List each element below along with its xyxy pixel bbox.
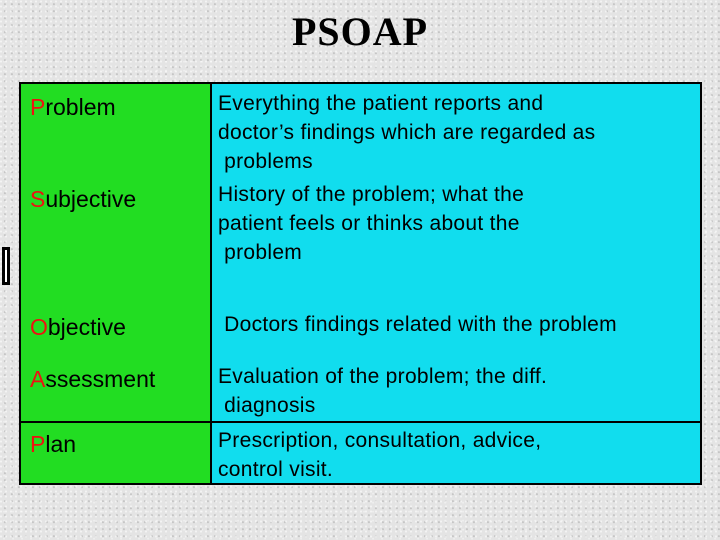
term-rest: bjective bbox=[47, 314, 126, 340]
description-objective: Doctors findings related with the problem bbox=[218, 313, 617, 336]
description-problem: Everything the patient reports and doctor’s findings which are regarded as problems bbox=[218, 92, 596, 173]
term-initial: P bbox=[30, 431, 46, 457]
term-problem bbox=[30, 94, 116, 121]
term-assessment bbox=[30, 366, 155, 393]
term-rest: ssessment bbox=[45, 366, 156, 392]
term-rest: roblem bbox=[45, 94, 116, 120]
psoap-table bbox=[19, 82, 702, 485]
term-objective bbox=[30, 314, 126, 341]
term-subjective bbox=[30, 186, 136, 213]
term-rest: lan bbox=[45, 431, 77, 457]
description-assessment: Evaluation of the problem; the diff. diagnosis bbox=[218, 365, 548, 417]
slide-title: PSOAP bbox=[291, 9, 429, 54]
term-initial: O bbox=[30, 314, 48, 340]
term-initial: A bbox=[30, 366, 46, 392]
description-plan: Prescription, consultation, advice, control visit. bbox=[218, 429, 542, 481]
term-plan bbox=[30, 431, 76, 458]
term-initial: P bbox=[30, 94, 46, 120]
row-divider bbox=[21, 421, 700, 423]
term-initial: S bbox=[30, 186, 46, 212]
description-subjective: History of the problem; what the patient feels or thinks about the problem bbox=[218, 183, 525, 264]
side-marker bbox=[2, 247, 10, 285]
term-column bbox=[21, 84, 212, 483]
term-rest: ubjective bbox=[45, 186, 137, 212]
